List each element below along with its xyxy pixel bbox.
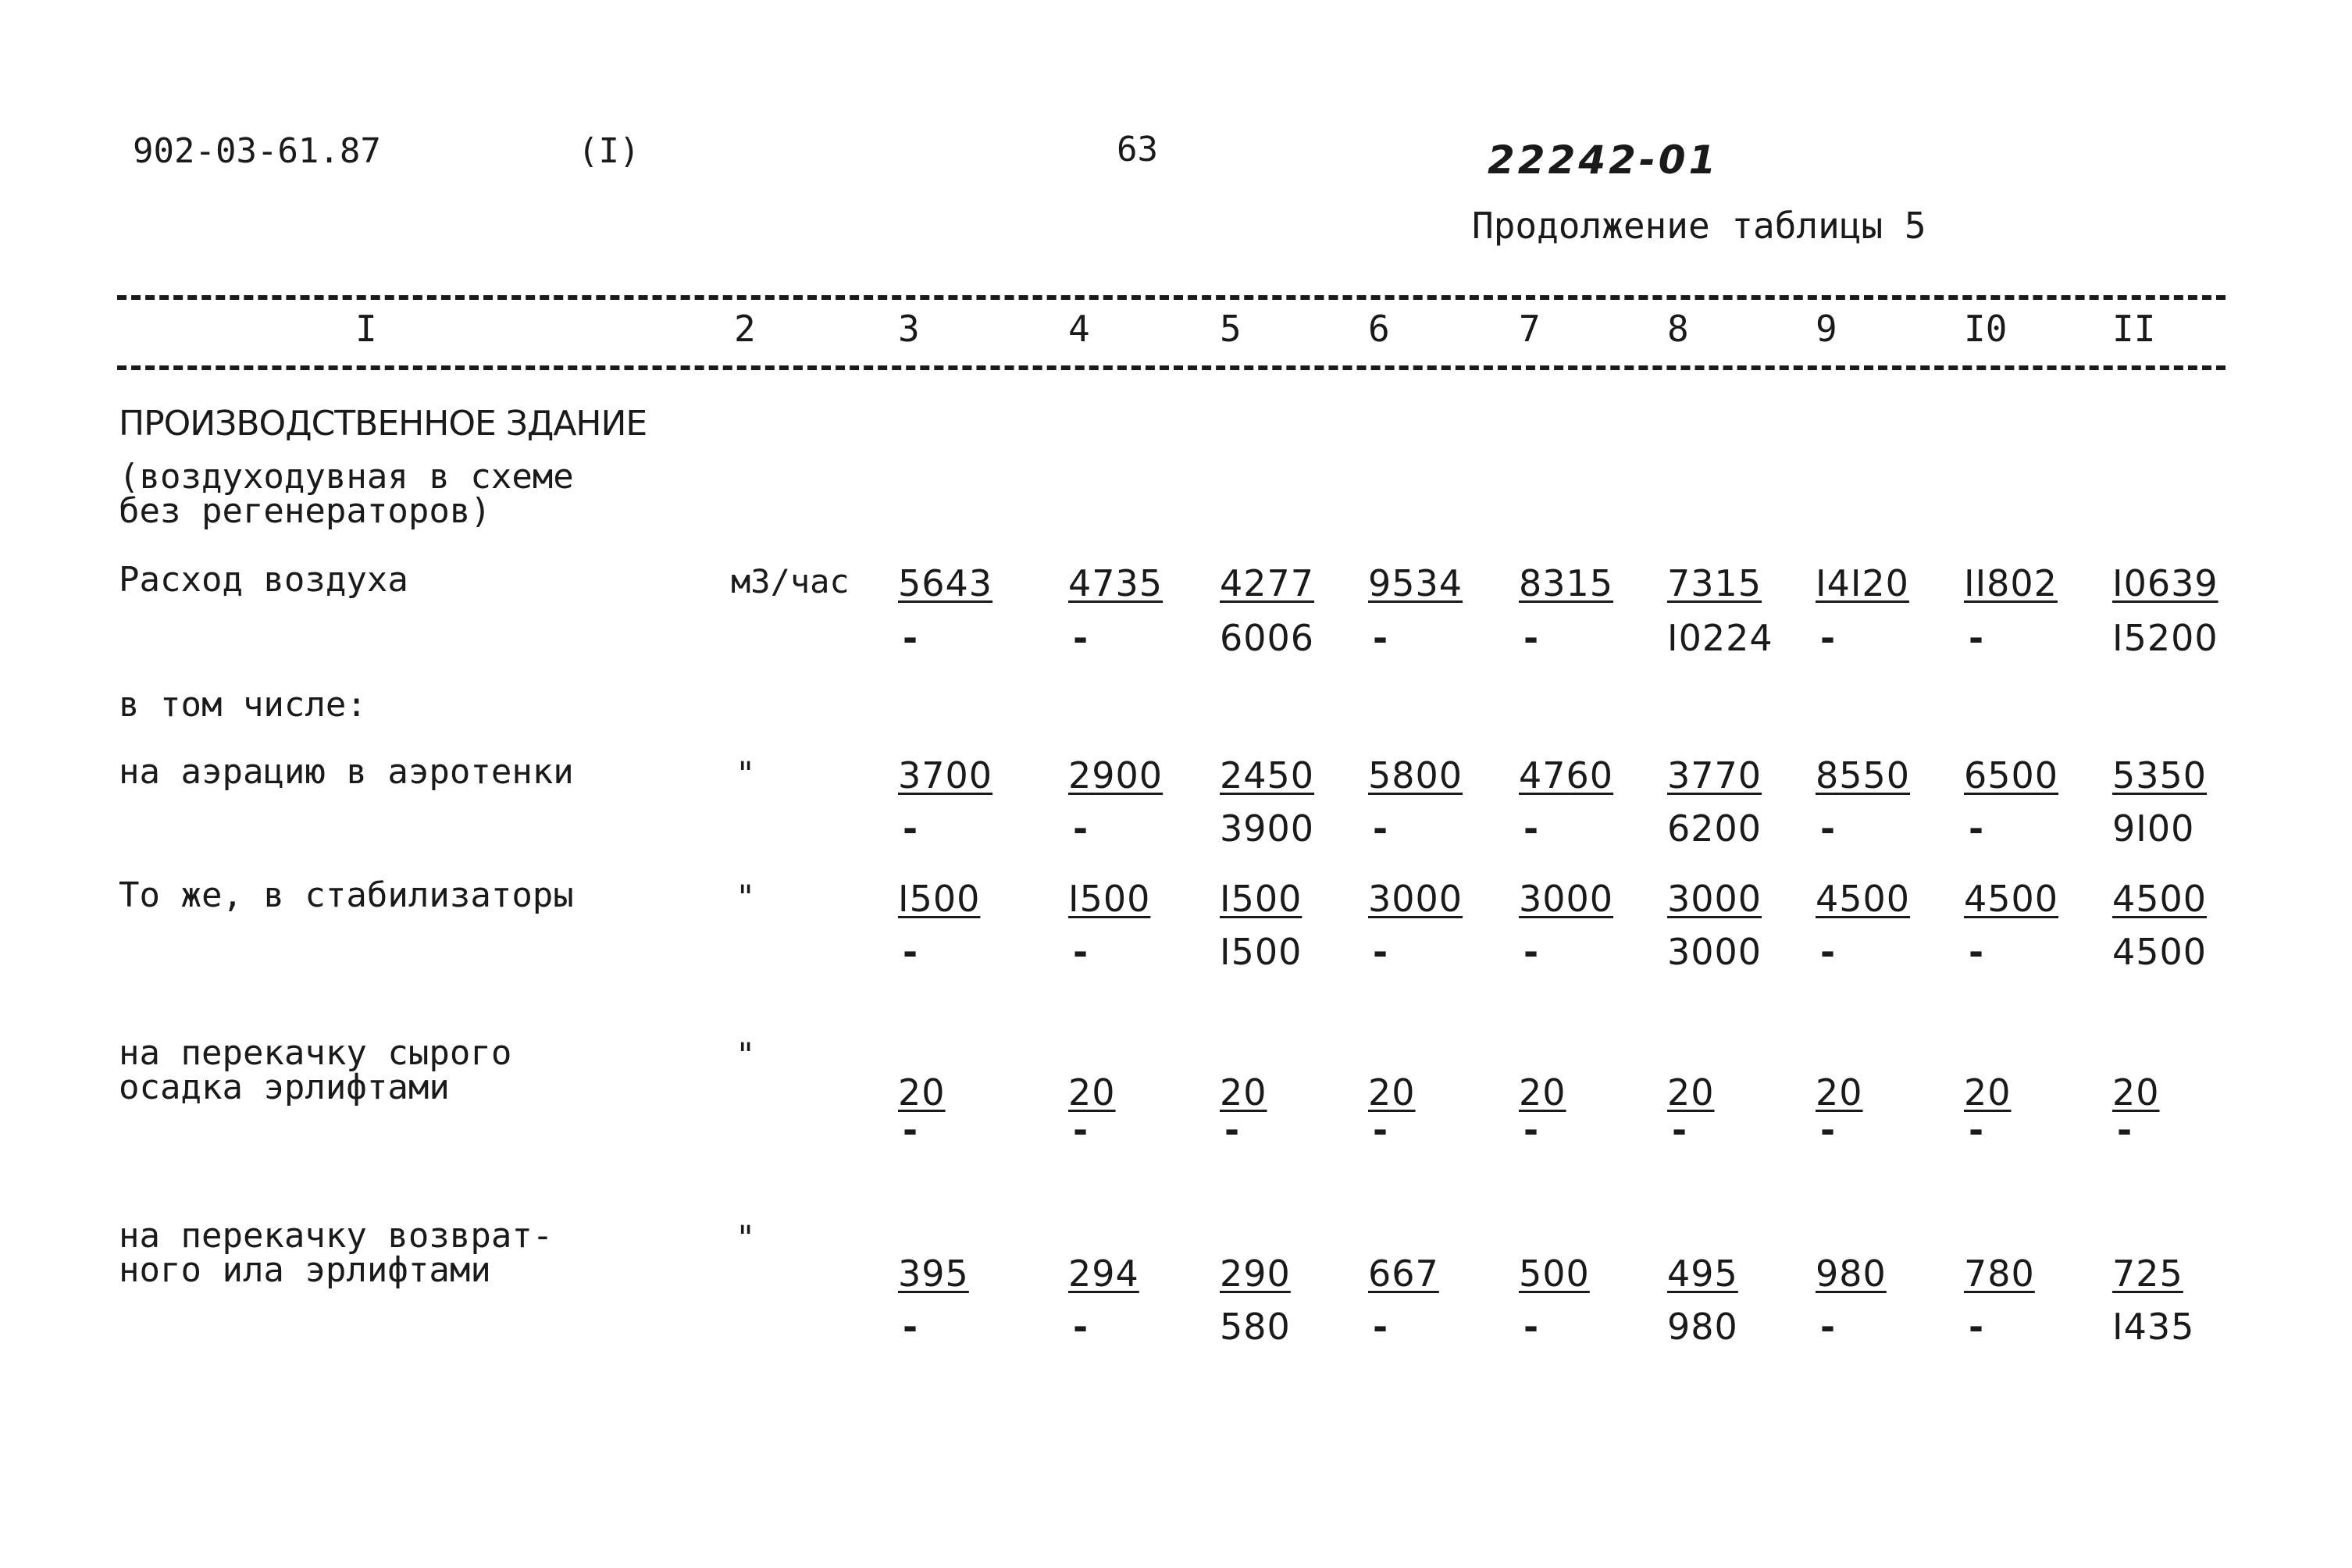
cell-value-top: 3000	[1667, 878, 1762, 920]
cell-value-bottom: -	[903, 931, 919, 973]
cell-value-bottom: -	[1073, 617, 1089, 659]
cell-value-bottom: -	[1373, 1306, 1389, 1348]
cell-value-top: 6500	[1964, 754, 2059, 796]
column-number-10: I0	[1964, 308, 2008, 350]
row-unit: "	[736, 878, 756, 916]
row-label: ного ила эрлифтами	[119, 1250, 491, 1290]
section-number: (I)	[578, 131, 640, 171]
cell-value-bottom: -	[903, 1109, 919, 1151]
cell-value-bottom: -	[1373, 931, 1389, 973]
cell-value-top: 20	[1068, 1071, 1116, 1114]
cell-value-top: 20	[1964, 1071, 2012, 1114]
cell-value-top: 780	[1964, 1253, 2035, 1295]
cell-value-bottom: -	[2117, 1109, 2133, 1151]
column-number-5: 5	[1220, 308, 1242, 350]
cell-value-bottom: -	[1969, 1306, 1985, 1348]
column-number-11: II	[2112, 308, 2156, 350]
cell-value-bottom: -	[1373, 617, 1389, 659]
row-unit: "	[736, 1218, 756, 1256]
table-continuation-title: Продолжение таблицы 5	[1472, 205, 1926, 247]
cell-value-bottom: 580	[1220, 1306, 1291, 1348]
cell-value-top: 3700	[898, 754, 993, 796]
cell-value-top: 20	[1519, 1071, 1566, 1114]
column-number-7: 7	[1519, 308, 1541, 350]
cell-value-top: 20	[898, 1071, 946, 1114]
cell-value-bottom: -	[903, 617, 919, 659]
cell-value-top: I500	[1068, 878, 1151, 920]
cell-value-top: 5643	[898, 562, 993, 604]
row-label: Расход воздуха	[119, 560, 408, 600]
row-unit: "	[736, 754, 756, 793]
cell-value-bottom: -	[1523, 617, 1540, 659]
cell-value-top: 4500	[1816, 878, 1911, 920]
cell-value-bottom: -	[1969, 931, 1985, 973]
cell-value-top: 495	[1667, 1253, 1738, 1295]
cell-value-bottom: -	[1224, 1109, 1241, 1151]
column-number-8: 8	[1667, 308, 1689, 350]
page-number: 63	[1117, 130, 1158, 169]
column-number-9: 9	[1816, 308, 1837, 350]
cell-value-bottom: -	[1073, 1306, 1089, 1348]
cell-value-bottom: -	[1073, 931, 1089, 973]
section-title-line2: (воздуходувная в схеме	[119, 457, 574, 497]
row-label: на перекачку возврат-	[119, 1216, 554, 1256]
section-title-line3: без регенераторов)	[119, 491, 491, 531]
row-label: на аэрацию в аэротенки	[119, 752, 574, 792]
cell-value-bottom: -	[1820, 807, 1837, 850]
cell-value-top: 4500	[1964, 878, 2059, 920]
column-number-2: 2	[734, 308, 756, 350]
column-number-3: 3	[898, 308, 920, 350]
cell-value-top: 4760	[1519, 754, 1614, 796]
doc-code: 902-03-61.87	[133, 131, 381, 171]
cell-value-top: 500	[1519, 1253, 1590, 1295]
cell-value-top: 294	[1068, 1253, 1139, 1295]
cell-value-top: 725	[2112, 1253, 2183, 1295]
cell-value-bottom: 6200	[1667, 807, 1762, 850]
cell-value-top: 20	[2112, 1071, 2160, 1114]
cell-value-bottom: 6006	[1220, 617, 1315, 659]
cell-value-top: 667	[1368, 1253, 1439, 1295]
cell-value-bottom: -	[1820, 931, 1837, 973]
cell-value-bottom: I5200	[2112, 617, 2218, 659]
cell-value-bottom: -	[1820, 1109, 1837, 1151]
cell-value-bottom: 3900	[1220, 807, 1315, 850]
cell-value-top: 4735	[1068, 562, 1164, 604]
cell-value-top: 20	[1667, 1071, 1715, 1114]
cell-value-bottom: -	[903, 1306, 919, 1348]
cell-value-top: 5350	[2112, 754, 2208, 796]
table-header-rule	[117, 365, 2225, 370]
cell-value-top: 395	[898, 1253, 969, 1295]
cell-value-top: 980	[1816, 1253, 1887, 1295]
cell-value-top: 3770	[1667, 754, 1762, 796]
cell-value-top: 7315	[1667, 562, 1762, 604]
row-label: в том числе:	[119, 685, 367, 725]
cell-value-bottom: -	[1073, 1109, 1089, 1151]
cell-value-top: II802	[1964, 562, 2058, 604]
column-number-1: I	[355, 308, 377, 350]
cell-value-bottom: -	[1523, 931, 1540, 973]
cell-value-bottom: -	[1523, 1109, 1540, 1151]
row-label: осадка эрлифтами	[119, 1067, 450, 1107]
cell-value-top: 4277	[1220, 562, 1315, 604]
cell-value-bottom: -	[1969, 807, 1985, 850]
cell-value-bottom: 980	[1667, 1306, 1738, 1348]
cell-value-bottom: I435	[2112, 1306, 2195, 1348]
cell-value-bottom: -	[1523, 1306, 1540, 1348]
row-label: То же, в стабилизаторы	[119, 875, 574, 915]
cell-value-bottom: -	[1523, 807, 1540, 850]
cell-value-top: 5800	[1368, 754, 1463, 796]
cell-value-bottom: -	[1820, 1306, 1837, 1348]
row-unit: "	[736, 1035, 756, 1074]
table-top-rule	[117, 295, 2225, 300]
cell-value-top: 20	[1816, 1071, 1863, 1114]
cell-value-top: 3000	[1368, 878, 1463, 920]
cell-value-top: 8315	[1519, 562, 1614, 604]
cell-value-top: 3000	[1519, 878, 1614, 920]
column-number-6: 6	[1368, 308, 1390, 350]
section-title-line1: ПРОИЗВОДСТВЕННОЕ ЗДАНИЕ	[119, 404, 647, 444]
cell-value-top: 20	[1368, 1071, 1416, 1114]
cell-value-top: 2450	[1220, 754, 1315, 796]
cell-value-top: 290	[1220, 1253, 1291, 1295]
cell-value-top: I500	[898, 878, 981, 920]
cell-value-bottom: I500	[1220, 931, 1303, 973]
cell-value-bottom: -	[1672, 1109, 1688, 1151]
cell-value-bottom: -	[1373, 1109, 1389, 1151]
cell-value-bottom: -	[1969, 617, 1985, 659]
cell-value-top: 8550	[1816, 754, 1911, 796]
cell-value-bottom: 3000	[1667, 931, 1762, 973]
cell-value-top: I500	[1220, 878, 1303, 920]
column-number-4: 4	[1068, 308, 1090, 350]
handwritten-code: 22242-01	[1488, 137, 1719, 183]
cell-value-bottom: I0224	[1667, 617, 1773, 659]
cell-value-bottom: -	[903, 807, 919, 850]
cell-value-top: I4I20	[1816, 562, 1909, 604]
cell-value-bottom: -	[1373, 807, 1389, 850]
cell-value-top: 2900	[1068, 754, 1164, 796]
cell-value-bottom: 9I00	[2112, 807, 2195, 850]
cell-value-top: I0639	[2112, 562, 2218, 604]
cell-value-bottom: -	[1073, 807, 1089, 850]
cell-value-bottom: 4500	[2112, 931, 2208, 973]
row-unit: м3/час	[731, 562, 850, 600]
cell-value-top: 20	[1220, 1071, 1267, 1114]
cell-value-bottom: -	[1820, 617, 1837, 659]
cell-value-top: 9534	[1368, 562, 1463, 604]
cell-value-top: 4500	[2112, 878, 2208, 920]
cell-value-bottom: -	[1969, 1109, 1985, 1151]
row-label: на перекачку сырого	[119, 1033, 512, 1073]
